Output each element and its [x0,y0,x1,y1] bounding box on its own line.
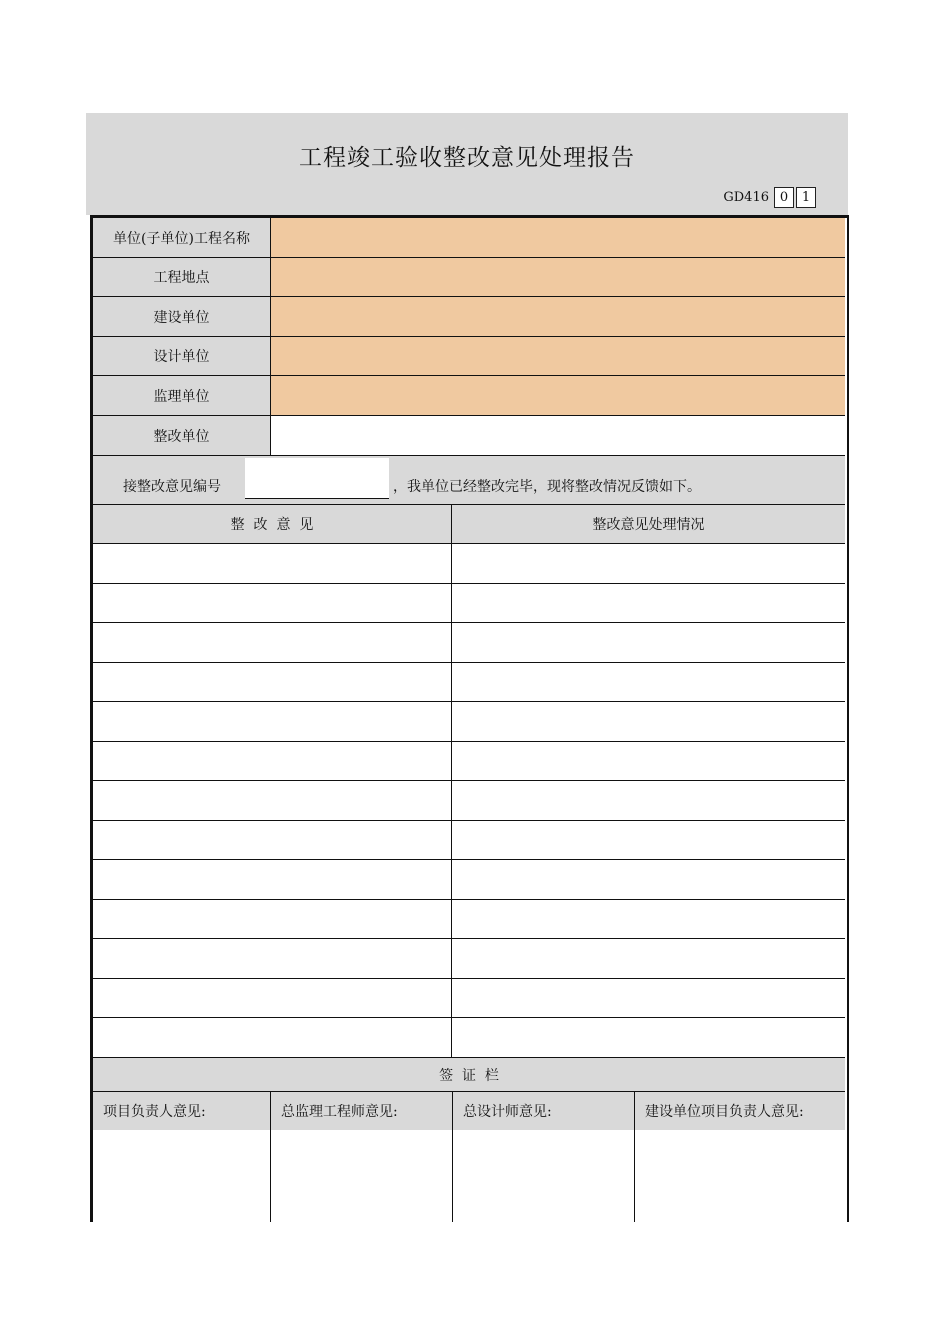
signature-chief-supervisor [271,1092,453,1222]
signature-title: 签 证 栏 [93,1058,845,1091]
form-code-prefix: GD416 [723,190,769,205]
notice-number-field[interactable] [245,458,389,499]
signature-owner-manager [635,1092,845,1222]
table-row [93,939,845,979]
report-header [86,113,848,215]
table-row [93,623,845,663]
form-frame [90,215,849,1222]
opinion-cell[interactable] [93,584,452,622]
opinion-cell[interactable] [93,781,452,820]
report-sheet [86,113,848,1219]
opinion-cell[interactable] [93,663,452,701]
info-label: 建设单位 [93,297,271,336]
opinion-cell[interactable] [93,623,452,662]
info-label: 工程地点 [93,258,271,296]
opinion-cell[interactable] [93,821,452,859]
table-row [93,742,845,781]
signature-label: 建设单位项目负责人意见: [635,1092,845,1130]
opinion-cell[interactable] [93,544,452,583]
info-row-supervisor [93,376,845,416]
signature-project-manager [93,1092,271,1222]
handling-cell[interactable] [452,584,845,622]
table-row [93,1018,845,1058]
handling-cell[interactable] [452,623,845,662]
project-name-field[interactable] [271,218,845,257]
info-row-designer [93,337,845,376]
signature-label: 总监理工程师意见: [271,1092,452,1130]
table-row [93,663,845,702]
table-row [93,702,845,742]
form-code-digit: 0 [774,187,794,208]
designer-field[interactable] [271,337,845,375]
table-row [93,584,845,623]
notice-lead: 接整改意见编号 [123,479,221,495]
opinion-cell[interactable] [93,860,452,899]
handling-cell[interactable] [452,1018,845,1057]
report-title: 工程竣工验收整改意见处理报告 [299,145,635,171]
table-row [93,860,845,900]
supervisor-field[interactable] [271,376,845,415]
opinion-col-header: 整 改 意 见 [93,505,452,543]
signature-area [93,1092,845,1222]
opinion-cell[interactable] [93,939,452,978]
handling-cell[interactable] [452,979,845,1017]
handling-cell[interactable] [452,781,845,820]
table-row [93,544,845,584]
info-row-owner [93,297,845,337]
handling-col-header: 整改意见处理情况 [452,505,845,543]
info-label: 整改单位 [93,416,271,455]
handling-cell[interactable] [452,663,845,701]
table-row [93,781,845,821]
notice-row [93,456,845,505]
info-label: 监理单位 [93,376,271,415]
signature-label: 项目负责人意见: [93,1092,270,1130]
signature-title-row [93,1058,845,1092]
table-row [93,900,845,939]
opinion-header-row [93,505,845,544]
opinion-cell[interactable] [93,979,452,1017]
table-row [93,821,845,860]
info-label: 单位(子单位)工程名称 [93,218,271,257]
notice-tail: ，我单位已经整改完毕，现将整改情况反馈如下。 [393,479,701,495]
handling-cell[interactable] [452,821,845,859]
form-code [723,187,816,208]
rectifier-field[interactable] [271,416,845,455]
handling-cell[interactable] [452,860,845,899]
handling-cell[interactable] [452,702,845,741]
handling-cell[interactable] [452,900,845,938]
location-field[interactable] [271,258,845,296]
info-row-location [93,258,845,297]
signature-chief-designer [453,1092,635,1222]
table-row [93,979,845,1018]
info-row-rectifier [93,416,845,456]
form-code-digit: 1 [796,187,816,208]
signature-label: 总设计师意见: [453,1092,634,1130]
info-label: 设计单位 [93,337,271,375]
opinion-cell[interactable] [93,900,452,938]
opinion-cell[interactable] [93,742,452,780]
opinion-cell[interactable] [93,1018,452,1057]
notice [93,456,845,504]
info-row-project-name [93,218,845,258]
owner-field[interactable] [271,297,845,336]
handling-cell[interactable] [452,939,845,978]
handling-cell[interactable] [452,742,845,780]
handling-cell[interactable] [452,544,845,583]
opinion-cell[interactable] [93,702,452,741]
